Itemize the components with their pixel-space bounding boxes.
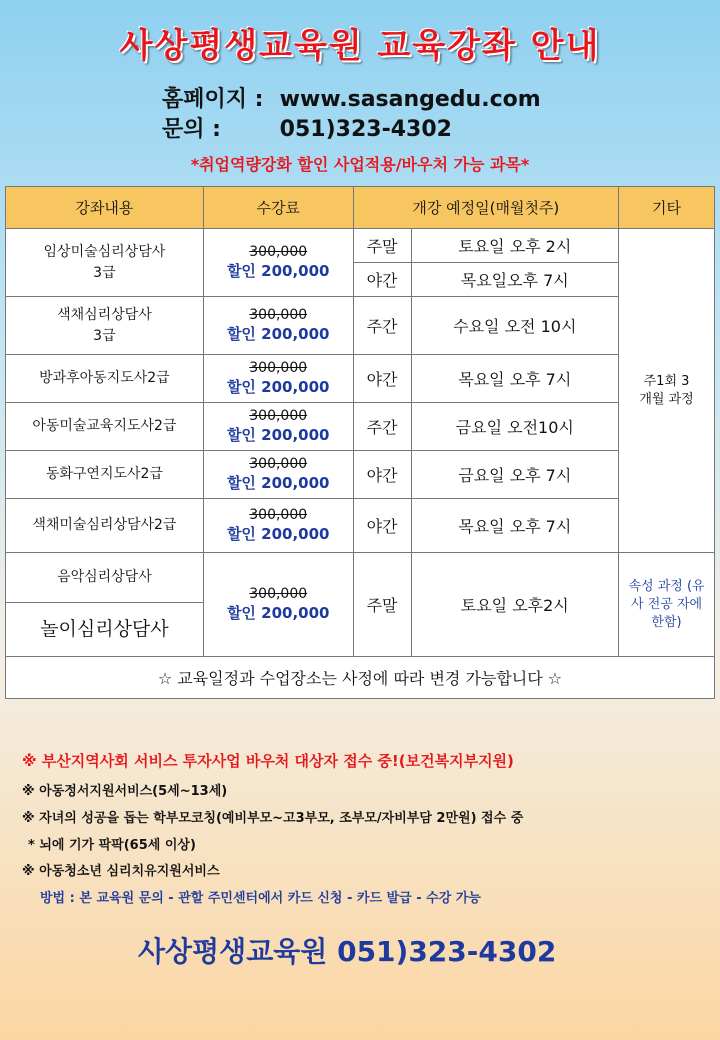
- fee-original: 300,000: [249, 360, 308, 376]
- course-fee: [203, 229, 353, 297]
- course-fee: [203, 451, 353, 499]
- fee-discount: 할인 200,000: [226, 262, 330, 280]
- course-fee: [203, 355, 353, 403]
- fee-original: 300,000: [249, 307, 308, 323]
- slot-type: 주간: [353, 297, 411, 355]
- table-header-row: [6, 187, 715, 229]
- homepage-label: 홈페이지 :: [162, 87, 264, 112]
- slot-time: 토요일 오후2시: [411, 553, 619, 657]
- table-row: [6, 451, 715, 499]
- header-fee: 수강료: [203, 187, 353, 229]
- etc-regular: 주1회 3개월 과정: [619, 229, 715, 553]
- fee-original: 300,000: [249, 456, 308, 472]
- note-child-emotion: ※ 아동정서지원서비스(5세~13세): [22, 784, 228, 799]
- fee-original: 300,000: [249, 244, 308, 260]
- course-name: 아동미술교육지도사2급: [6, 403, 204, 451]
- course-fee: [203, 297, 353, 355]
- notice-row: [6, 657, 715, 699]
- course-fee: [203, 553, 353, 657]
- slot-type: 주말: [353, 553, 411, 657]
- slot-type: 주말: [353, 229, 411, 263]
- slot-time: 토요일 오후 2시: [411, 229, 619, 263]
- table-row: [6, 355, 715, 403]
- course-fee: [203, 403, 353, 451]
- slot-type: 야간: [353, 451, 411, 499]
- fee-original: 300,000: [249, 586, 308, 602]
- header-etc: 기타: [619, 187, 715, 229]
- fee-original: 300,000: [249, 408, 308, 424]
- header-schedule: 개강 예정일(매월첫주): [353, 187, 618, 229]
- fee-discount: 할인 200,000: [226, 474, 330, 492]
- homepage-line: [162, 82, 541, 113]
- course-name: 음악심리상담사: [6, 553, 204, 603]
- note-parent-coaching: ※ 자녀의 성공을 돕는 학부모코칭(예비부모~고3부모, 조부모/자비부담 2만원) 접수 중: [22, 811, 524, 826]
- slot-time: 금요일 오후 7시: [411, 451, 619, 499]
- footer-contact: 사상평생교육원 051)323-4302: [138, 935, 557, 968]
- fee-discount: 할인 200,000: [226, 426, 330, 444]
- fee-discount: 할인 200,000: [226, 604, 330, 622]
- note-voucher: ※ 부산지역사회 서비스 투자사업 바우처 대상자 접수 중!(보건복지부지원): [22, 752, 514, 770]
- inquiry-phone: 051)323-4302: [279, 117, 452, 142]
- note-senior: * 뇌에 기가 팍팍(65세 이상): [28, 838, 196, 853]
- slot-time: 수요일 오전 10시: [411, 297, 619, 355]
- slot-time: 목요일 오후 7시: [411, 499, 619, 553]
- inquiry-label: 문의 :: [162, 117, 221, 142]
- slot-time: 목요일 오후 7시: [411, 355, 619, 403]
- course-name: 색채미술심리상담사2급: [6, 499, 204, 553]
- slot-type: 주간: [353, 403, 411, 451]
- table-row: [6, 553, 715, 603]
- course-name: 동화구연지도사2급: [6, 451, 204, 499]
- fee-discount: 할인 200,000: [226, 525, 330, 543]
- fee-discount: 할인 200,000: [226, 325, 330, 343]
- table-row: [6, 297, 715, 355]
- note-youth-healing: ※ 아동청소년 심리치유지원서비스: [22, 864, 220, 879]
- course-name: 방과후아동지도사2급: [6, 355, 204, 403]
- header-course: 강좌내용: [6, 187, 204, 229]
- etc-fast: 속성 과정 (유사 전공 자에 한함): [619, 553, 715, 657]
- schedule-notice: ☆ 교육일정과 수업장소는 사정에 따라 변경 가능합니다 ☆: [6, 657, 715, 699]
- note-method: 방법 : 본 교육원 문의 - 관할 주민센터에서 카드 신청 - 카드 발급 - 수강 가능: [40, 891, 481, 906]
- slot-time: 목요일오후 7시: [411, 263, 619, 297]
- homepage-link[interactable]: www.sasangedu.com: [279, 87, 541, 112]
- slot-time: 금요일 오전10시: [411, 403, 619, 451]
- slot-type: 야간: [353, 355, 411, 403]
- subtitle: *취업역량강화 할인 사업적용/바우처 가능 과목*: [190, 155, 530, 174]
- fee-discount: 할인 200,000: [226, 378, 330, 396]
- slot-type: 야간: [353, 263, 411, 297]
- page-title: 사상평생교육원 교육강좌 안내: [119, 26, 601, 66]
- slot-type: 야간: [353, 499, 411, 553]
- course-fee: [203, 499, 353, 553]
- inquiry-line: [162, 112, 452, 143]
- fee-original: 300,000: [249, 507, 308, 523]
- course-name: 임상미술심리상담사 3급: [6, 229, 204, 297]
- table-row: [6, 403, 715, 451]
- table-row: [6, 499, 715, 553]
- table-row: [6, 229, 715, 263]
- course-name: 놀이심리상담사: [6, 603, 204, 657]
- course-name: 색채심리상담사 3급: [6, 297, 204, 355]
- course-table: [5, 186, 715, 699]
